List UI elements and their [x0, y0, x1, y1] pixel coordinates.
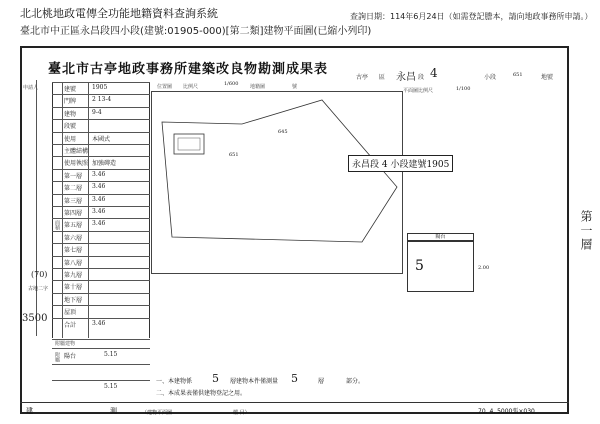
attachment-title: 附屬建物	[55, 341, 76, 347]
township-label: 古亭	[356, 74, 369, 81]
table-row-label: 第八層	[64, 259, 83, 267]
subsection-label: 小段	[484, 74, 497, 81]
table-row-label: 建物	[64, 110, 77, 118]
table-row-label: 第三層	[64, 197, 83, 205]
table-row-line	[52, 181, 150, 182]
query-date: 查詢日期：114年6月24日（如需登記謄本，請向地政事務所申請。）	[350, 12, 593, 21]
lot-label-b: 651	[229, 152, 239, 158]
attachment-row-line	[52, 380, 150, 381]
attachment-side-label: 附屬	[54, 352, 60, 362]
table-row-value: 3.46	[92, 208, 106, 215]
table-row-value: 2 13-4	[92, 96, 112, 104]
plan-scale-label: 平面圖比例尺	[403, 88, 434, 94]
footer-plan-end: 檔 目）	[233, 410, 250, 416]
table-row-value: 3.46	[92, 220, 106, 228]
table-row-line	[52, 82, 150, 83]
table-row-line	[52, 156, 150, 157]
table-row-value: 1905	[92, 84, 108, 91]
dimension-right: 2.00	[478, 265, 490, 271]
document-subtitle: 臺北市中正區永昌段四小段(建號:01905-000)[第二類]建物平面圖(已縮小列印)	[20, 26, 372, 37]
attachment-row-value: 5.15	[104, 383, 118, 390]
table-row-line	[52, 318, 150, 319]
table-row-line	[52, 293, 150, 294]
table-row-label: 使用執照	[64, 160, 89, 168]
applicant-label: 申請人	[23, 85, 39, 91]
position-map	[151, 91, 403, 274]
cadastral-map-label: 地籍圖	[250, 84, 266, 90]
table-row-label: 屋頂	[64, 309, 77, 317]
note1-floors: 5	[212, 372, 219, 385]
lot-label-a: 645	[278, 129, 288, 135]
note1-middle: 層建物本件僅測量	[230, 378, 279, 385]
table-row-label: 第二層	[64, 185, 83, 193]
lot-label: 地號	[541, 74, 554, 81]
table-row-label: 第七層	[64, 247, 83, 255]
note1-floor: 5	[291, 372, 298, 385]
table-row-line	[52, 194, 150, 195]
table-row-label: 第六層	[64, 234, 83, 242]
plan-scale-value: 1/100	[456, 86, 471, 92]
table-row-line	[52, 119, 150, 120]
district-label: 區	[379, 74, 386, 81]
table-row-line	[52, 94, 150, 95]
survey-stamp: 永昌段 4 小段建號1905	[348, 155, 453, 172]
position-map-label: 位置圖	[157, 84, 173, 90]
table-row-line	[52, 132, 150, 133]
applicant-code: (70)	[31, 270, 48, 279]
section-name: 永昌	[396, 72, 416, 83]
table-row-line	[52, 256, 150, 257]
table-row-line	[52, 280, 150, 281]
applicant-number: 3500	[22, 313, 48, 324]
table-row-label: 門牌	[64, 98, 77, 106]
applicant-note: 古地二字	[28, 286, 49, 292]
table-row-line	[52, 231, 150, 232]
table-row-line	[52, 243, 150, 244]
table-row-line	[52, 218, 150, 219]
ratio-label: 比例尺	[183, 84, 199, 90]
section-label: 段	[418, 74, 425, 81]
note1-suffix: 層	[318, 378, 325, 385]
attachment-row-label: 陽台	[64, 353, 77, 360]
table-row-label: 合計	[64, 321, 77, 329]
balcony-strip	[407, 233, 474, 241]
table-row-line	[52, 107, 150, 108]
table-row-line	[52, 206, 150, 207]
table-row-label: 使用	[64, 135, 77, 143]
floor-plan-number: 5	[415, 258, 424, 274]
attachment-row-value: 5.15	[104, 351, 118, 358]
table-row-value: 3.46	[92, 183, 106, 191]
footer-survey-label: 測	[110, 407, 117, 415]
attachment-row-line	[52, 364, 150, 365]
table-row-label: 第五層	[64, 222, 83, 230]
table-row-value: 9-4	[92, 108, 102, 116]
table-row-label: 第十層	[64, 284, 83, 292]
position-map-drawing	[152, 92, 404, 275]
table-row-value: 3.46	[92, 170, 106, 178]
balcony-strip-label: 陽台	[435, 234, 446, 240]
table-row-value: 3.46	[92, 195, 106, 203]
table-row-line	[52, 169, 150, 170]
table-row-label: 建號	[64, 86, 77, 93]
ratio-value: 1/600	[224, 81, 239, 87]
table-row-value: 3.46	[92, 319, 106, 327]
attachment-row-line	[52, 348, 150, 349]
sheet-title: 臺北市古亭地政事務所建築改良物勘測成果表	[48, 62, 329, 77]
lot-number: 651	[513, 72, 523, 78]
footer-plan-text: （建物平面圖	[142, 410, 173, 416]
right-margin-note: 第一層	[579, 210, 593, 252]
note2: 二、本成果表僅供建物登記之用。	[156, 390, 247, 397]
table-row-label: 段號	[64, 123, 77, 131]
table-row-label: 第九層	[64, 272, 83, 279]
cadastral-map-number: 號	[292, 84, 298, 90]
note1-end: 部分。	[346, 378, 365, 385]
footer-building-label: 建	[26, 407, 33, 415]
table-row-line	[52, 305, 150, 306]
table-row-line	[52, 268, 150, 269]
area-side-label: 面積	[54, 220, 60, 230]
note1-prefix: 一、本建物係	[156, 378, 193, 385]
table-row-line	[52, 144, 150, 145]
table-row-label: 主體結構	[64, 148, 89, 155]
table-row-label: 第一層	[64, 172, 83, 180]
table-row-value: 本國式	[92, 135, 111, 143]
form-code: 70. 4. 5000張×030	[478, 408, 535, 415]
table-row-value: 加強磚造	[92, 160, 117, 168]
bottom-rule	[20, 402, 569, 403]
system-title: 北北桃地政電傳全功能地籍資料查詢系統	[20, 7, 218, 20]
table-row-label: 地下層	[64, 296, 83, 304]
table-row-label: 第四層	[64, 210, 83, 217]
subsection-number: 4	[430, 66, 438, 80]
